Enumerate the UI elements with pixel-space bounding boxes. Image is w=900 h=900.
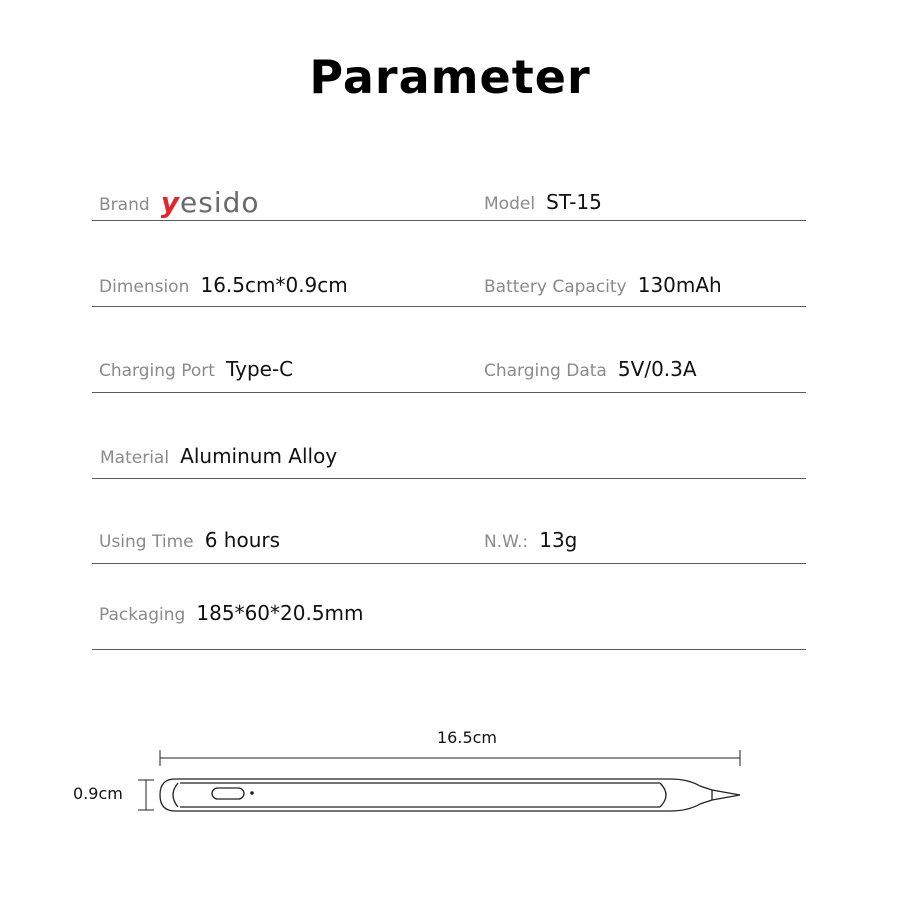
charging-port-label: Charging Port — [99, 361, 215, 381]
using-time-label: Using Time — [99, 532, 194, 552]
page-title: Parameter — [309, 50, 591, 104]
battery-label: Battery Capacity — [484, 277, 627, 297]
stylus-indicator-light — [250, 791, 254, 795]
using-time-value: 6 hours — [204, 528, 281, 552]
material-value: Aluminum Alloy — [180, 444, 338, 468]
charging-port-value: Type-C — [226, 357, 294, 381]
dimension-value: 16.5cm*0.9cm — [200, 273, 348, 297]
stylus-pen — [160, 779, 740, 811]
width-dimension-line — [138, 780, 154, 810]
charging-data-label: Charging Data — [484, 361, 607, 381]
dimension-label: Dimension — [99, 277, 190, 297]
model-value: ST-15 — [546, 190, 602, 214]
length-dimension-line — [160, 750, 740, 766]
stylus-button — [212, 788, 244, 799]
width-label: 0.9cm — [73, 784, 123, 803]
packaging-value: 185*60*20.5mm — [196, 601, 364, 625]
nw-label: N.W.: — [484, 532, 529, 552]
packaging-label: Packaging — [99, 605, 186, 625]
nw-value: 13g — [539, 528, 578, 552]
brand-logo: yesido — [160, 186, 260, 219]
battery-value: 130mAh — [637, 273, 722, 297]
model-label: Model — [484, 194, 536, 214]
charging-data-value: 5V/0.3A — [617, 357, 697, 381]
brand-label: Brand — [99, 195, 150, 215]
material-label: Material — [100, 448, 170, 468]
length-label: 16.5cm — [437, 728, 498, 747]
